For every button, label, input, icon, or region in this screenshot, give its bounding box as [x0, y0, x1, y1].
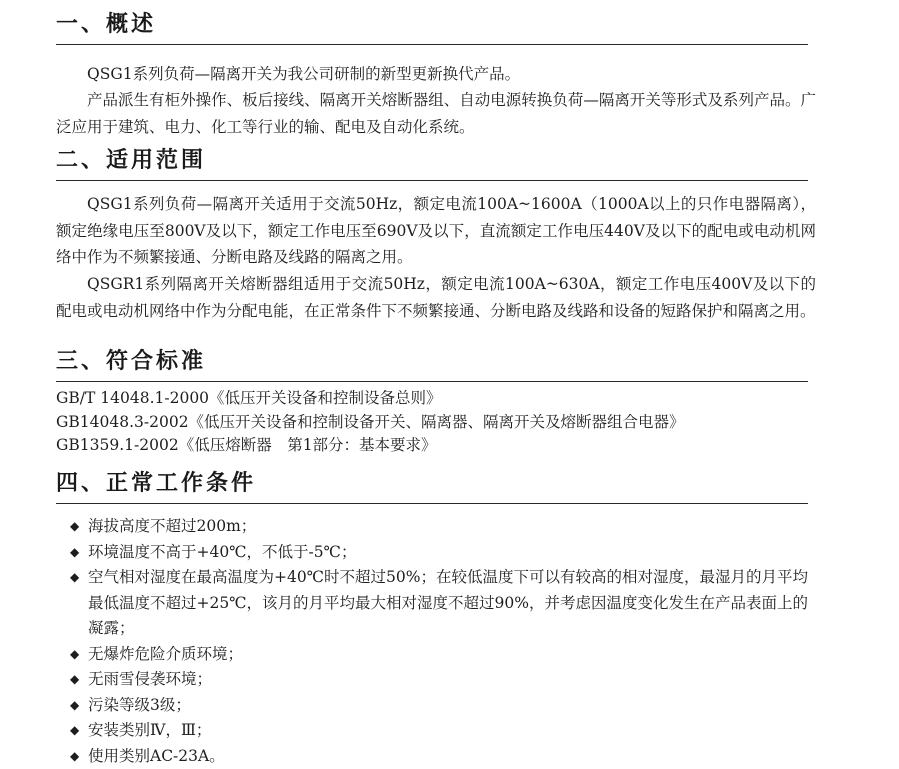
section-heading-standards: 三、符合标准 — [56, 347, 808, 382]
condition-item — [70, 642, 815, 668]
standard-item: GB/T 14048.1-2000《低压开关设备和控制设备总则》 — [56, 387, 836, 411]
condition-item — [70, 718, 815, 744]
standard-item: GB14048.3-2002《低压开关设备和控制设备开关、隔离器、隔离开关及熔断器组合电器》 — [56, 411, 836, 435]
condition-text: 空气相对湿度在最高温度为+40℃时不超过50%；在较低温度下可以有较高的相对湿度，最湿月的月平均最低温度不超过+25℃，该月的月平均最大相对湿度不超过90%，并考虑因温度变化发生在产品表面上的凝露； — [88, 568, 808, 637]
diamond-bullet-icon: ◆ — [70, 744, 79, 769]
section-heading-scope: 二、适用范围 — [56, 146, 808, 181]
condition-text: 使用类别AC-23A。 — [88, 747, 225, 765]
condition-item — [70, 744, 815, 769]
condition-item — [70, 667, 815, 693]
condition-text: 无爆炸危险介质环境； — [88, 645, 243, 663]
diamond-bullet-icon: ◆ — [70, 718, 79, 744]
scope-paragraph-1: QSG1系列负荷—隔离开关适用于交流50Hz，额定电流100A~1600A（1000A以上的只作电器隔离），额定绝缘电压至800V及以下，额定工作电压至690V及以下，直流额定工作电压440V及以下的配电或电动机网络中作为不频繁接通、分断电路及线路的隔离之用。 — [56, 191, 816, 271]
diamond-bullet-icon: ◆ — [70, 693, 79, 719]
scope-paragraph-2: QSGR1系列隔离开关熔断器组适用于交流50Hz，额定电流100A~630A，额定工作电压400V及以下的配电或电动机网络中作为分配电能，在正常条件下不频繁接通、分断电路及线路和设备的短路保护和隔离之用。 — [56, 271, 816, 324]
diamond-bullet-icon: ◆ — [70, 642, 79, 668]
overview-paragraph-1: QSG1系列负荷—隔离开关为我公司研制的新型更新换代产品。 — [56, 61, 816, 88]
condition-item — [70, 514, 815, 540]
section-heading-overview: 一、概述 — [56, 10, 808, 45]
condition-item — [70, 540, 815, 566]
condition-text: 无雨雪侵袭环境； — [88, 670, 212, 688]
diamond-bullet-icon: ◆ — [70, 667, 79, 693]
condition-text: 安装类别Ⅳ，Ⅲ； — [88, 721, 211, 739]
section-heading-conditions: 四、正常工作条件 — [56, 469, 808, 504]
diamond-bullet-icon: ◆ — [70, 565, 79, 591]
diamond-bullet-icon: ◆ — [70, 514, 79, 540]
conditions-list — [70, 514, 815, 769]
condition-text: 环境温度不高于+40℃，不低于-5℃； — [88, 543, 357, 561]
condition-text: 污染等级3级； — [88, 696, 191, 714]
condition-item — [70, 565, 815, 642]
condition-text: 海拔高度不超过200m； — [88, 517, 256, 535]
overview-paragraph-2: 产品派生有柜外操作、板后接线、隔离开关熔断器组、自动电源转换负荷—隔离开关等形式及系列产品。广泛应用于建筑、电力、化工等行业的输、配电及自动化系统。 — [56, 87, 816, 140]
standards-list — [56, 387, 836, 458]
condition-item — [70, 693, 815, 719]
standard-item: GB1359.1-2002《低压熔断器 第1部分：基本要求》 — [56, 434, 836, 458]
diamond-bullet-icon: ◆ — [70, 540, 79, 566]
